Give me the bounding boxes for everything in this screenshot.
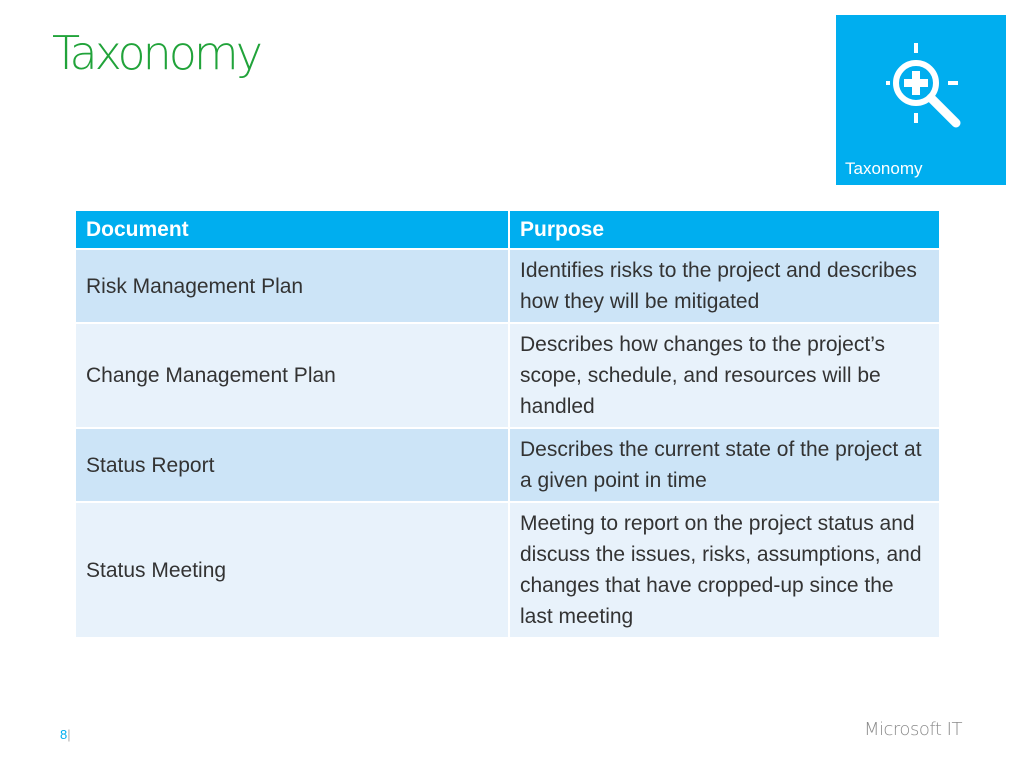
taxonomy-table xyxy=(74,209,941,639)
table-row xyxy=(75,323,940,428)
page-number xyxy=(60,727,71,742)
purpose-cell: Describes the current state of the project at a given point in time xyxy=(509,428,940,502)
page-number-divider: | xyxy=(67,727,71,742)
section-tile xyxy=(836,15,1006,185)
document-cell: Risk Management Plan xyxy=(75,249,509,323)
tile-label: Taxonomy xyxy=(845,159,923,178)
document-cell: Status Report xyxy=(75,428,509,502)
document-cell: Change Management Plan xyxy=(75,323,509,428)
document-cell: Status Meeting xyxy=(75,502,509,638)
table-row xyxy=(75,502,940,638)
table-row xyxy=(75,249,940,323)
page-number-value: 8 xyxy=(60,727,68,742)
magnifier-plus-icon xyxy=(886,43,966,147)
microsoft-it-logo: Microsoft IT xyxy=(864,719,962,740)
page-title: Taxonomy xyxy=(52,26,260,80)
table-header-row xyxy=(75,210,940,249)
table-row xyxy=(75,428,940,502)
purpose-cell: Describes how changes to the project’s scope, schedule, and resources will be handled xyxy=(509,323,940,428)
purpose-cell: Identifies risks to the project and describes how they will be mitigated xyxy=(509,249,940,323)
purpose-cell: Meeting to report on the project status and discuss the issues, risks, assumptions, and changes that have cropped-up since the last meeting xyxy=(509,502,940,638)
header-purpose: Purpose xyxy=(509,210,940,249)
header-document: Document xyxy=(75,210,509,249)
